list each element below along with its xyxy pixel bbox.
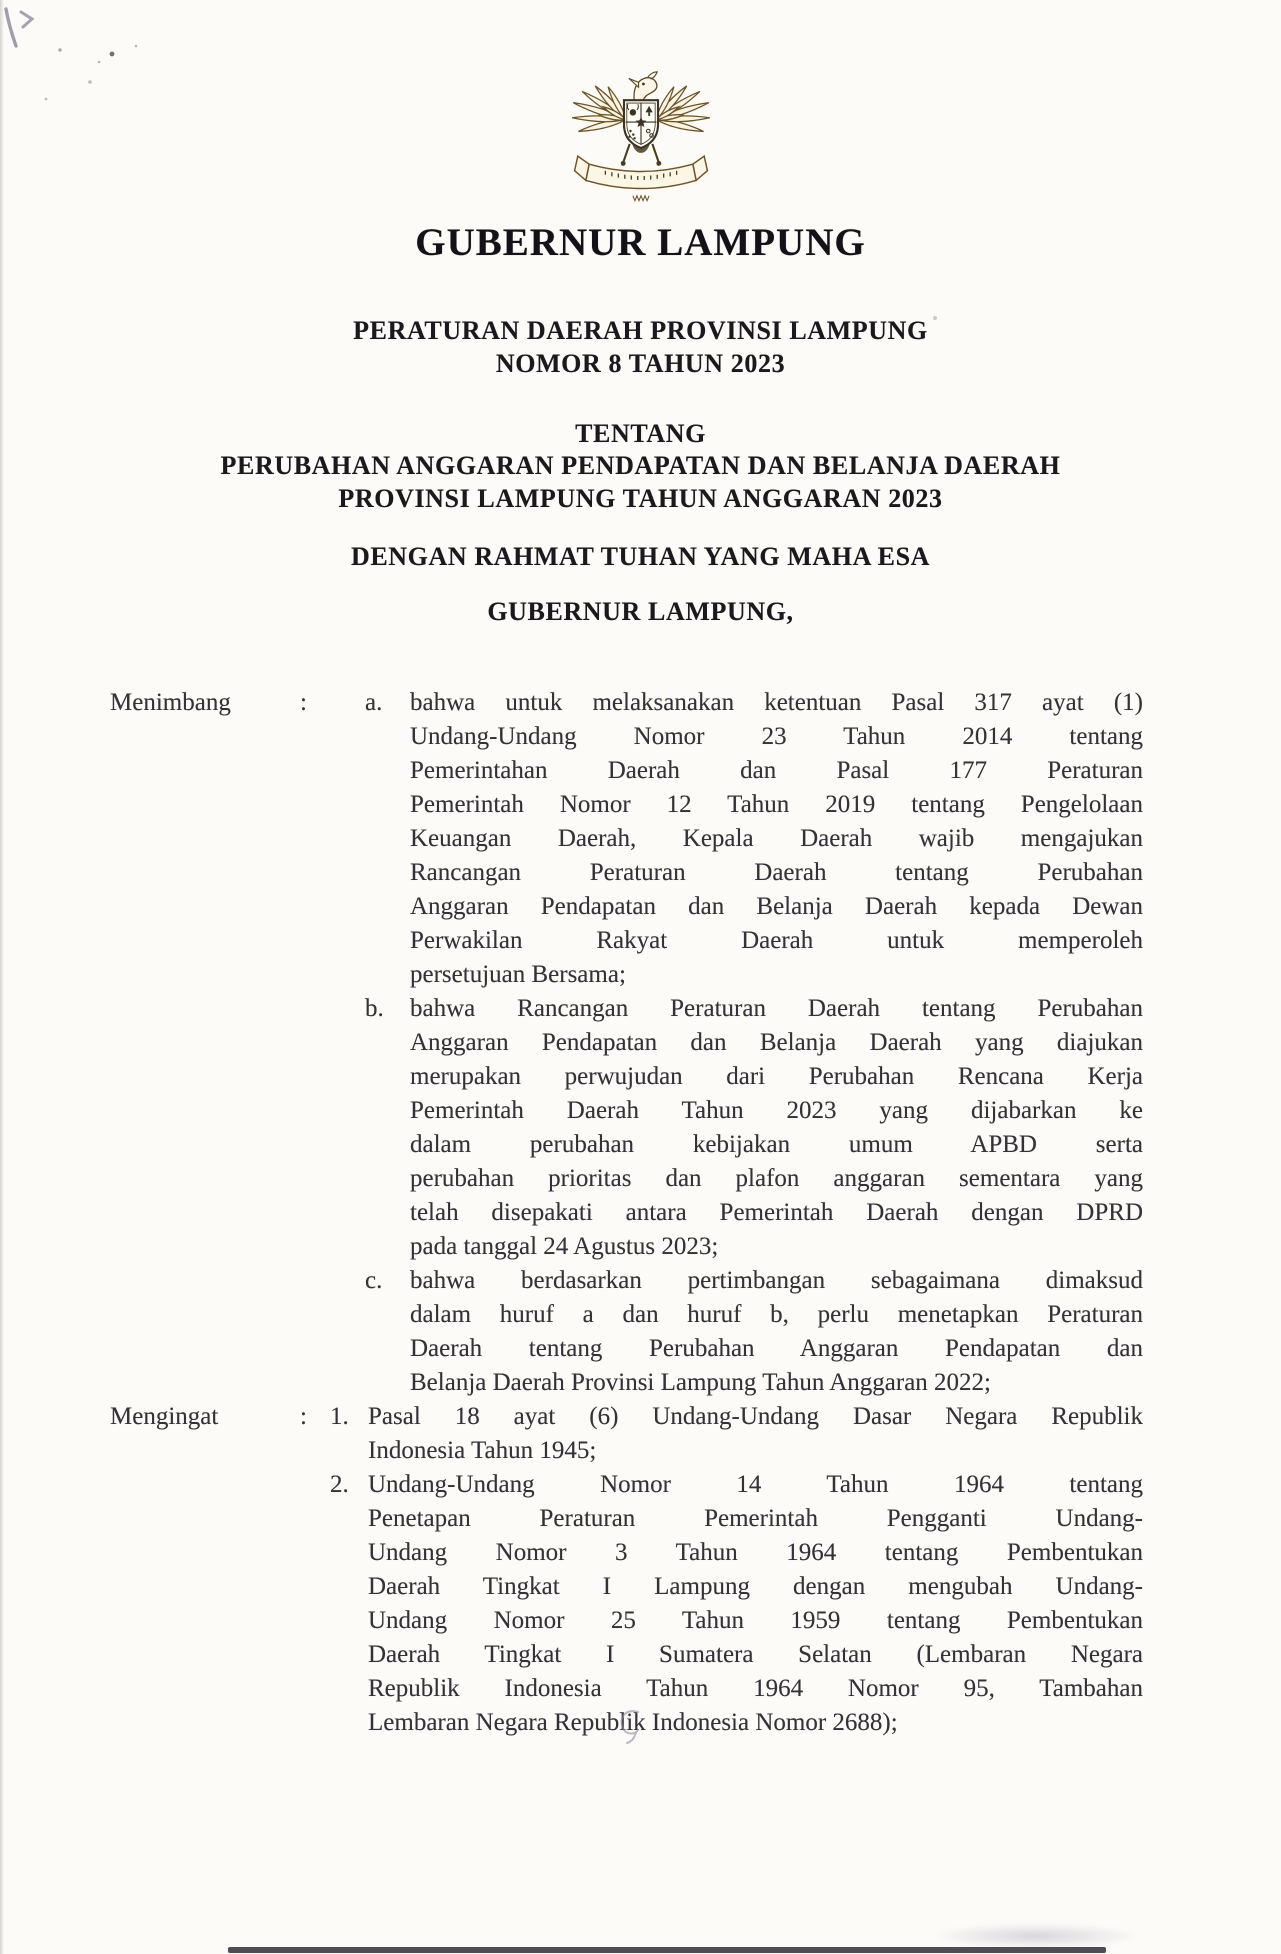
clause-colon — [300, 1468, 330, 1502]
clause-line: Undang Nomor 3 Tahun 1964 tentang Pembentukan — [368, 1539, 1143, 1566]
invocation-line: DENGAN RAHMAT TUHAN YANG MAHA ESA — [350, 542, 931, 571]
pen-mark-top-left — [0, 2, 150, 112]
clause-line: dalam perubahan kebijakan umum APBD serta — [410, 1131, 1143, 1158]
clause-text — [368, 1468, 1143, 1740]
regulation-title: PERATURAN DAERAH PROVINSI LAMPUNG — [353, 316, 928, 345]
clause-line: Perwakilan Rakyat Daerah untuk memperoleh — [410, 927, 1143, 954]
clause-text — [368, 1400, 1143, 1468]
clause-line: Pasal 18 ayat (6) Undang-Undang Dasar Negara Republik — [368, 1403, 1143, 1430]
subject-line-2: PROVINSI LAMPUNG TAHUN ANGGARAN 2023 — [338, 484, 943, 513]
clause-line: Indonesia Tahun 1945; — [368, 1437, 597, 1464]
clause-line: Keuangan Daerah, Kepala Daerah wajib mengajukan — [410, 825, 1143, 852]
clause-marker: c. — [365, 1267, 383, 1294]
garuda-pancasila-emblem — [560, 48, 722, 214]
clause-colon — [300, 992, 365, 1026]
clause-line: Republik Indonesia Tahun 1964 Nomor 95, Tambahan — [368, 1675, 1143, 1702]
subject-line-1: PERUBAHAN ANGGARAN PENDAPATAN DAN BELANJA DAERAH — [220, 451, 1061, 480]
issuer-line: GUBERNUR LAMPUNG, — [487, 597, 794, 626]
clause-colon: : — [300, 689, 307, 716]
page-title: GUBERNUR LAMPUNG — [415, 221, 866, 264]
clause-text — [410, 992, 1143, 1264]
clause-line: Pemerintah Daerah Tahun 2023 yang dijabarkan ke — [410, 1097, 1143, 1124]
clause-line: Rancangan Peraturan Daerah tentang Perubahan — [410, 859, 1143, 886]
clause-line: bahwa Rancangan Peraturan Daerah tentang Perubahan — [410, 995, 1143, 1022]
clause-row — [110, 1468, 1155, 1740]
clause-marker: b. — [365, 995, 384, 1022]
clause-line: bahwa berdasarkan pertimbangan sebagaimana dimaksud — [410, 1267, 1143, 1294]
clause-line: perubahan prioritas dan plafon anggaran sementara yang — [410, 1165, 1143, 1192]
section-mengingat — [110, 1400, 1155, 1740]
clause-line: Belanja Daerah Provinsi Lampung Tahun Anggaran 2022; — [410, 1369, 991, 1396]
scan-bottom-strip — [228, 1947, 1106, 1953]
clause-line: Pemerintahan Daerah dan Pasal 177 Peraturan — [410, 757, 1143, 784]
clause-label — [110, 992, 300, 1026]
clause-line: telah disepakati antara Pemerintah Daerah dengan DPRD — [410, 1199, 1143, 1226]
clause-line: Daerah tentang Perubahan Anggaran Pendapatan dan — [410, 1335, 1143, 1362]
clause-marker: 2. — [330, 1471, 349, 1498]
clause-row — [110, 1400, 1155, 1468]
clause-line: Daerah Tingkat I Sumatera Selatan (Lembaran Negara — [368, 1641, 1143, 1668]
pen-squiggle-bottom — [612, 1706, 652, 1752]
regulation-number: NOMOR 8 TAHUN 2023 — [495, 349, 786, 378]
section-menimbang — [110, 686, 1155, 1400]
clause-line: Anggaran Pendapatan dan Belanja Daerah yang diajukan — [410, 1029, 1143, 1056]
clause-line: pada tanggal 24 Agustus 2023; — [410, 1233, 719, 1260]
clause-line: Undang-Undang Nomor 14 Tahun 1964 tentang — [368, 1471, 1143, 1498]
clause-colon: : — [300, 1403, 307, 1430]
clause-line: Penetapan Peraturan Pemerintah Pengganti Undang- — [368, 1505, 1143, 1532]
scan-smudge — [930, 1924, 1142, 1948]
clause-row — [110, 992, 1155, 1264]
clause-label — [110, 1468, 300, 1502]
clause-label: Menimbang — [110, 689, 231, 716]
clause-colon — [300, 1264, 365, 1298]
clause-line: persetujuan Bersama; — [410, 961, 626, 988]
clause-line: Anggaran Pendapatan dan Belanja Daerah kepada Dewan — [410, 893, 1143, 920]
clause-row — [110, 1264, 1155, 1400]
clause-line: Daerah Tingkat I Lampung dengan mengubah Undang- — [368, 1573, 1143, 1600]
clause-row — [110, 686, 1155, 992]
clause-line: Pemerintah Nomor 12 Tahun 2019 tentang Pengelolaan — [410, 791, 1143, 818]
ink-speck — [933, 316, 937, 320]
clause-label — [110, 1264, 300, 1298]
about-label: TENTANG — [575, 419, 706, 448]
clause-line: Undang Nomor 25 Tahun 1959 tentang Pembentukan — [368, 1607, 1143, 1634]
clause-line: Undang-Undang Nomor 23 Tahun 2014 tentang — [410, 723, 1143, 750]
clause-marker: 1. — [330, 1403, 349, 1430]
clause-line: dalam huruf a dan huruf b, perlu menetapkan Peraturan — [410, 1301, 1143, 1328]
clause-marker: a. — [365, 689, 383, 716]
clause-line: Lembaran Negara Republik Indonesia Nomor 2688); — [368, 1709, 898, 1736]
clause-text — [410, 686, 1143, 992]
clauses — [110, 686, 1155, 1740]
clause-line: merupakan perwujudan dari Perubahan Rencana Kerja — [410, 1063, 1143, 1090]
clause-label: Mengingat — [110, 1403, 219, 1430]
clause-text — [410, 1264, 1143, 1400]
scan-edge-shadow — [0, 0, 4, 1954]
clause-line: bahwa untuk melaksanakan ketentuan Pasal 317 ayat (1) — [410, 689, 1143, 716]
